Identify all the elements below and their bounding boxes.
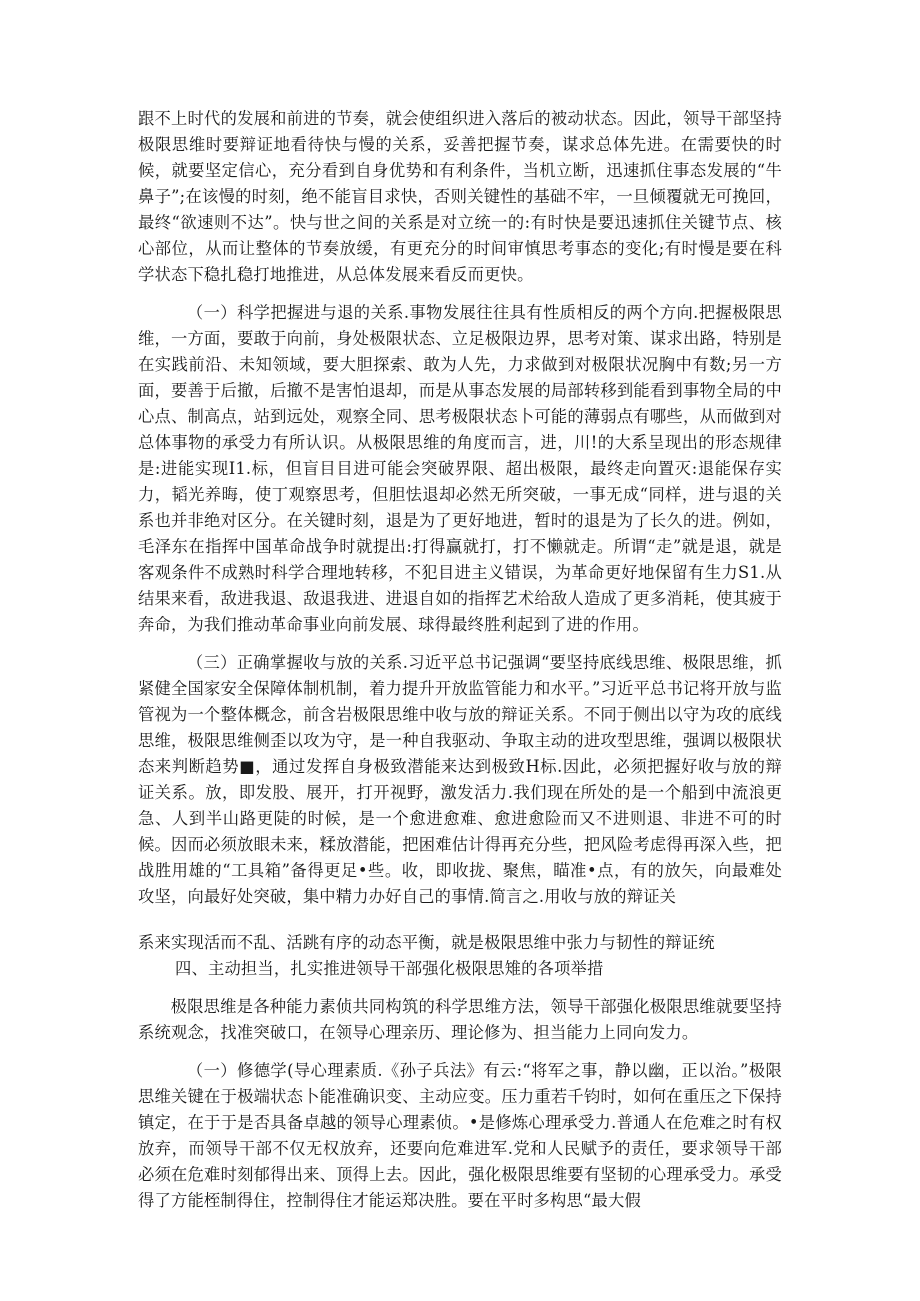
paragraph-tighten-release: （三）正确掌握收与放的关系.习近平总书记强调“要坚持底线思维、极限思维，抓紧健全国家安全保障体制机制，着力提升开放监管能力和水平。”习近平总书记将开放与监管视为一个整体概念，前含岩极限思维中收与放的辩证关系。不同于侧出以守为攻的底线思维，极限思维侧歪以攻为守，是一种自我驱动、争取主动的进攻型思维，强调以极限状态来判断趋势■，通过发挥自身极致潜能来达到极致H标.因此，必须把握好收与放的辩证关系。放，即发股、展开，打开视野，激发活力.我们现在所处的是一个船到中流浪更急、人到半山路更陡的时候，是一个愈进愈难、愈进愈险而又不进则退、非进不可的时候。因而必须放眼未来，糅放潜能，把困难估计得再充分些，把风险考虑得再深入些，把战胜用雄的“工具箱”备得更足•些。收，即收拢、聚焦，瞄准•点，有的放矢，向最难处攻坚，向最好处突破，集中精力办好自己的事情.简言之.用收与放的辩证关 xyxy=(138,653,782,906)
paragraph-advance-retreat: （一）科学把握进与退的关系.事物发展往往具有性质相反的两个方向.把握极限思维，一方面，要敢于向前，身处极限状态、立足极限边界，思考对策、谋求出路，特别是在实践前沿、未知领域，要大胆探索、敢为人先，力求做到对极限状况胸中有数;另一方面，要善于后撤，后撤不是害怕退却，而是从事态发展的局部转移到能看到事物全局的中心点、制高点，站到远处，观察全同、思考极限状态卜可能的薄弱点有哪些，从而做到对总体事物的承受力有所认识。从极限思维的角度而言，进，川!的大系呈现出的形态规律是:进能实现I1.标，但盲目目进可能会突破界限、超出极限，最终走向置灭:退能保存实力，韬光养晦，使丁观察思考，但胆怯退却必然无所突破，一事无成“同样，进与退的关系也并非绝对区分。在关键时刻，退是为了更好地进，暂时的退是为了长久的进。例如，毛泽东在指挥中国革命战争时就提出:打得赢就打，打不懒就走。所谓“走”就是退，就是客观条件不成熟时科学合理地转移，不犯目进主义错误，为革命更好地保留有生力S1.从结果来看，敌进我退、敌退我进、进退自如的指挥艺术给敌人造成了更多消耗，使其疲于奔命，为我们推动革命事业向前发展、球得最终胜利起到了进的作用。 xyxy=(138,303,782,634)
paragraph-speed-relation: 跟不上时代的发展和前进的节奏，就会使组织进入落后的被动状态。因此，领导干部坚持极限思维时要辩证地看待快与慢的关系，妥善把握节奏，谋求总体先进。在需要快的时候，就要坚定信心，充分看到自身优势和有利条件，当机立断，迅速抓住事态发展的“牛鼻子”;在该慢的时刻，绝不能盲目求快，否则关键性的基础不牢，一旦倾覆就无可挽回，最终“欲速则不达”。快与世之间的关系是对立统一的:有时快是要迅速抓住关键节点、核心部位，从而让整体的节奏放缓，有更充分的时间审慎思考事态的变化;有时慢是要在科学状态下稳扎稳打地推进，从总体发展来看反而更快。 xyxy=(138,109,782,284)
paragraph-continuation: 系来实现活而不乱、活跳有序的动态平衡，就是极限思维中张力与韧性的辩证统 xyxy=(138,933,715,952)
paragraph-psychology: （一）修德学(导心理素质.《孙子兵法》有云:“将军之事，静以幽，正以治。”极限思维关键在于极端状态卜能准确识变、主动应变。压力重若千钧时，如何在重压之下保持镇定，在于于是否具备卓越的领导心理素侦。•是修炼心理承受力.普通人在危难之时有权放弃，而领导干部不仅无权放弃，还要向危难进军.党和人民赋予的责任，要求领导干部必须在危难时刻郁得出来、顶得上去。因此，强化极限思维要有坚韧的心理承受力。承受得了方能桎制得住，控制得住才能运郑决胜。要在平时多构思“最大假 xyxy=(138,1061,782,1210)
paragraph-section-intro: 极限思维是各种能力素侦共同构筑的科学思维方法，领导干部强化极限思维就要坚持系统观念，找准突破口，在领导心理亲历、理论修为、担当能力上同向发力。 xyxy=(138,997,782,1042)
section-heading: 四、主动担当，扎实推进领导干部强化极限思雉的各项举措 xyxy=(175,959,604,978)
document-page xyxy=(138,106,782,1214)
